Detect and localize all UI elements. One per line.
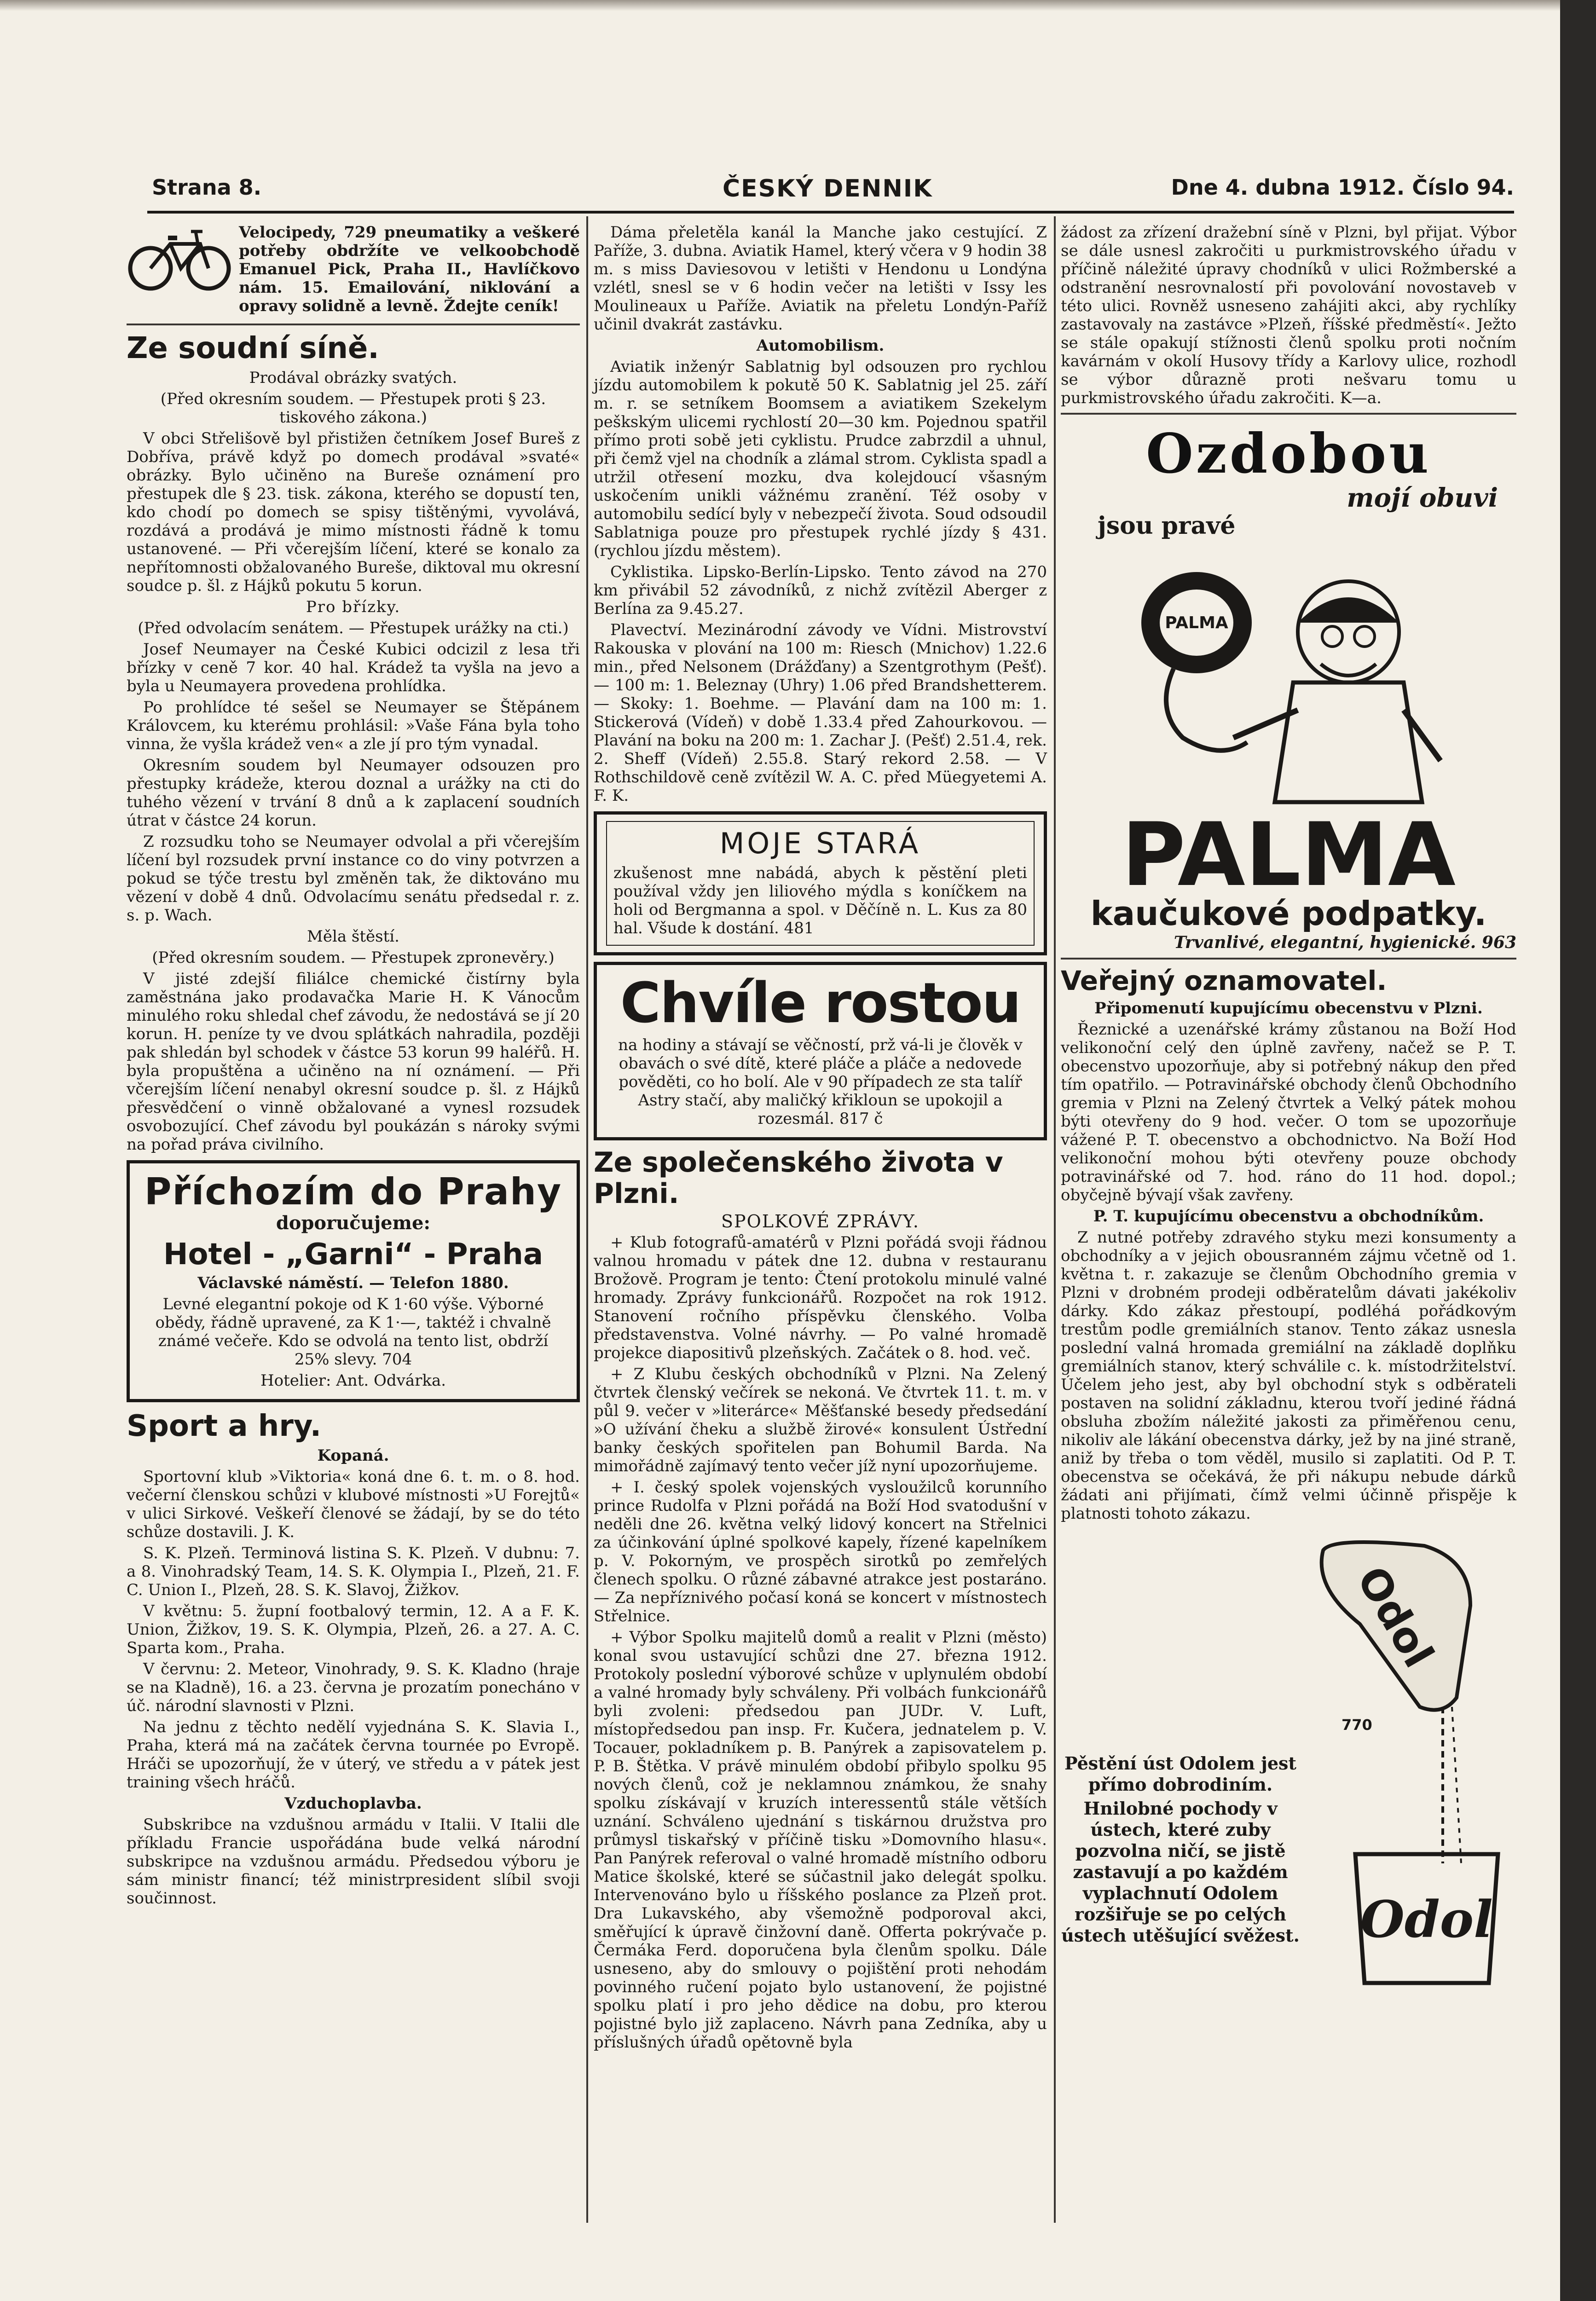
article-headline: Měla štěstí. [307,927,399,946]
hotel-owner: Hotelier: Ant. Odvárka. [260,1371,446,1390]
palma-ad-line: mojí obuvi [1347,483,1498,513]
article-body: Aviatik inženýr Sablatnig byl odsouzen pro rychlou jízdu automobilem k pokutě 50 K. Sablatnig jel 25. září m. r. se setníkem Boomsem a aviatikem Szekelym peškským ulicemi rychlostí 20—30 km. Pojednou spatřil přímo proti sobě jeti cyklistu. Prudce zabrzdil a uhnul, při čemž vjel na chodník a zlámal strom. Cyklista spadl a utržil otřesení mozku, dva kolejdoucí všasným uskočením unikli vážnému zranění. Též osoby v automobilu sedící byly v nebezpečí života. Soud odsoudil Sablatniga pouze pro přestupek rychlé jízdy § 431. (rychlou jízdu městem). [594,358,1047,560]
section-title-notices: Veřejný oznamovatel. [1061,965,1387,996]
section-title-society: Ze společenského života v Plzni. [594,1146,1003,1210]
article-subhead: (Před odvolacím senátem. — Přestupek urážky na cti.) [138,619,569,637]
odol-ad [1061,1532,1516,1992]
palma-ad-title: Ozdobou [1145,422,1431,486]
hotel-ad [127,1160,580,1402]
odol-bottle-illustration [1305,1532,1516,1992]
article-body: Cyklistika. Lipsko-Berlín-Lipsko. Tento závod na 270 km přivábil 52 závodníků, z nichž zvítězil Aberger z Berlína za 9.45.27. [594,563,1047,618]
notice-headline: Připomenutí kupujícímu obecenstvu v Plzni. [1094,999,1483,1018]
article-body: Z rozsudku toho se Neumayer odvolal a při včerejším líčení byl rozsudek první instance co do viny potvrzen a pokud se týče trestu byl změněn tak, že diktováno mu vězení v době 4 dnů. Odvolacímu senátu předsedal r. z. s. p. Wach. [127,833,580,925]
sport-body: V červnu: 2. Meteor, Vinohrady, 9. S. K. Kladno (hraje se na Kladně), 16. a 23. června je prozatím ponecháno v úč. národní slavnosti v Plzni. [127,1660,580,1715]
bicycle-icon [127,223,232,292]
hotel-address: Václavské náměstí. — Telefon 1880. [197,1274,509,1292]
article-subhead: (Před okresním soudem. — Přestupek zpronevěry.) [152,948,555,967]
sport-subhead: Kopaná. [317,1446,389,1465]
page-number: Strana 8. [152,175,262,200]
odol-ad-text [1061,1532,1300,1992]
page-header [152,175,1514,212]
palma-ad [1061,424,1516,952]
column-1 [127,223,580,1910]
notice-body: Řeznické a uzenářské krámy zůstanou na Boží Hod velikonoční celý den úplně zavřeny, načež se P. T. obecenstvo upozorňuje, aby si potřebný nákup den před tím opatřilo. — Potravinářské obchody členů Obchodního gremia v Plzni na Zelený čtvrtek a Velký pátek mohou býti otevřeny do 9 hod. večer. O tom se upozorňuje vážené P. T. obecenstvo a obchodnictvo. Na Boží Hod velikonoční mohou býti otevřeny pouze obchody potravinářské od 7. hod. ráno do 11 hod. dopol.; obyčejně bývají však zavřeny. [1061,1020,1516,1204]
odol-ad-line: Hnilobné pochody v ústech, které zuby pozvolna ničí, se jistě zastavují a po každém vyplachnutí Odolem rozšiřuje se po celých ústech utěšující svěžest. [1061,1798,1300,1946]
article-body: V jisté zdejší filiálce chemické čistírny byla zaměstnána jako prodavačka Marie H. K Vánocům minulého roku shledal chef závodu, že nedostává se jí 20 korun. H. peníze ty ve dvou splátkách nahradila, později pak shledán byl schodek v částce 53 korun 99 haléřů. H. byla propuštěna a učiněno na ní oznámení. — Při včerejším líčení nenabyl okresní soudce p. šl. z Hájků přesvědčení o vinně obžalované a vynesl rozsudek osvobozující. Chef závodu byl poukázán s nároky svými na pořad práva civilního. [127,970,580,1154]
divider [127,324,580,325]
astra-ad-title: Chvíle rostou [620,971,1021,1035]
article-body: žádost za zřízení dražební síně v Plzni, byl přijat. Výbor se dále usnesl zakročiti u purkmistrovského úřadu v příčině náležité úpravy chodníků v ulici Rožmberské a odstranění nesrovnalostí při povolování novostaveb v této ulici. Rovněž usneseno zahájiti akci, aby rychlíky zastavovaly na zastávce »Plzeň, říšské předměstí«. Ježto se stále opakují stížnosti členů spolku proti nočním kavárnám v okolí Husovy třídy a Karlovy ulice, rozhodl se výbor důrazně proti nešvaru tomu u purkmistrovského úřadu zakročiti. K—a. [1061,223,1516,407]
society-body: + I. český spolek vojenských vysloužilců korunního prince Rudolfa v Plzni pořádá na Boží Hod svatodušní v neděli dne 26. května velký lidový koncert na Střelnici za účinkování úplné spolkové kapely, řízené kapelníkem p. V. Pokorným, ve prospěch sirotků po zemřelých členech spolku. O různé zábavné atrakce jest postaráno. — Za nepříznivého počasí koná se koncert v místnostech Střelnice. [594,1478,1047,1625]
sport-body: Sportovní klub »Viktoria« koná dne 6. t. m. o 8. hod. večerní členskou schůzi v klubové místnosti »U Forejtů« v ulici Sirkové. Veškeří členové se žádají, by se do této schůze dostavili. J. K. [127,1468,580,1541]
column-divider [586,216,588,2223]
soap-ad-title: MOJE STARÁ [719,827,921,860]
notice-body: Z nutné potřeby zdravého styku mezi konsumenty a obchodníky a v jejich obousranném zájmu včetně od 1. května t. r. zakazuje se členům Obchodního gremia v Plzni v drobném prodeji odběratelům dávati jakékoliv dárky. Kdo zákaz přestoupí, podléhá pořádkovým trestům podle gremiálních stanov. Tento zákaz usnesla poslední valná hromada gremiální na základě doplňku gremiálních stanov, který schválile c. k. místodržitelství. Účelem jeho jest, aby byl obchodní styk s odběrateli postaven na solidní základnu, kterou tvoří jediné řádná obsluha zbožím náležité jakosti za přiměřenou cenu, nikoliv ale lákání obecenstva dárky, jež by na jiné straně, aniž by třeba o tom věděl, musilo si zaplatiti. Od P. T. obecenstva se očekává, že při nákupu nebude dárků žádati ani přijímati, čímž velmi účinně přispěje k platnosti tohoto zákazu. [1061,1228,1516,1523]
society-body: + Klub fotografů-amatérů v Plzni pořádá svoji řádnou valnou hromadu v pátek dne 12. dubna v restauranu Brožově. Program je tento: Čtení protokolu minulé valné hromady. Zprávy funkcionářů. Rozpočet na rok 1912. Stanovení ročního příspěvku členského. Volba představenstva. Volné návrhy. — Po valné hromadě projekce diapositivů plzeňských. Začátek o 8. hod. več. [594,1233,1047,1362]
divider [1061,958,1516,960]
sport-body: Subskribce na vzdušnou armádu v Italii. V Italii dle příkladu Francie uspořádána bude velká národní subskripce na vzdušnou armádu. Předsedou výboru je sám ministr financí; též ministrpresident slíbil svoji součinnost. [127,1815,580,1908]
palma-brand: PALMA [1121,804,1456,894]
astra-ad-body: na hodiny a stávají se věčností, prž vá-li je člověk v obavách o své dítě, které pláče a pláče a nedovede pověděti, co ho bolí. Ale v 90 případech ze sta talíř Astry stačí, aby maličký křikloun se upokojil a rozesmál. 817 č [618,1036,1023,1128]
divider [1061,413,1516,415]
sport-body: V květnu: 5. župní footbalový termin, 12. A a F. K. Union, Žižkov, 19. S. K. Olympia, Plzeň, 26. a 27. A. C. Sparta kom., Praha. [127,1602,580,1657]
article-body: Dáma přeletěla kanál la Manche jako cestující. Z Paříže, 3. dubna. Aviatik Hamel, který včera v 9 hodin 38 m. s miss Daviesovou v letišti v Hendonu u Londýna vzlétl, snesl se v 6 hodin večer na letišti v Issy les Moulineaux u Paříže. Aviatik na přeletu Londýn-Paříž učinil dvakrát zastávku. [594,223,1047,334]
odol-ad-number: 770 [1342,1716,1372,1734]
soap-ad-body: zkušenost mne nabádá, abych k pěstění pleti používal vždy jen liliového mýdla s koníčkem na holi od Bergmanna a spol. v Děčíně n. L. Kus za 80 hal. Všude k dostání. 481 [613,864,1027,937]
article-body: Plavectví. Mezinárodní závody ve Vídni. Mistrovství Rakouska v plování na 100 m: Riesch (Mnichov) 1.22.6 min., před Nelsonem (Drážďany) a Szentgrothym (Pešť). — 100 m: 1. Beleznay (Uhry) 1.06 před Brandshetterem. — Skoky: 1. Boehme. — Plavání dam na 100 m: 1. Stickerová (Vídeň) v době 1.33.4 před Zahourkovou. — Plavání na boku na 200 m: 1. Zachar J. (Pešť) 2.51.4, rek. 2. Sheff (Vídeň) 2.55.8. Starý rekord 2.58. — V Rothschildově ceně zvítězil W. A. C. před Müegyetemi A. F. K. [594,621,1047,805]
article-headline: Prodával obrázky svatých. [249,369,457,387]
column-divider [1054,216,1056,2223]
palma-illustration [1081,544,1496,894]
odol-bottle-label: Odol [1347,1558,1443,1676]
heel-label: PALMA [1165,613,1228,632]
hotel-ad-title: Příchozím do Prahy [144,1170,562,1213]
palma-ad-slogan: kaučukové podpatky. [1090,894,1487,933]
masthead-title: ČESKÝ DENNIK [723,175,933,202]
soap-ad [594,811,1047,955]
sport-body: S. K. Plzeň. Terminová listina S. K. Plzeň. V dubnu: 7. a 8. Vinohradský Team, 14. S. K. Olympia I., Plzeň, 21. F. C. Union I., Plzeň, 28. S. K. Slavoj, Žižkov. [127,1544,580,1599]
bicycle-ad [127,223,580,318]
sport-subhead: Vzduchoplavba. [284,1794,422,1813]
society-subhead: SPOLKOVÉ ZPRÁVY. [721,1211,919,1231]
bicycle-ad-text: Velocipedy, 729 pneumatiky a veškeré potřeby obdržíte ve velkoobchodě Emanuel Pick, Praha II., Havlíčkovo nám. 15. Emailování, niklování a opravy solidně a levně. Ždejte ceník! [239,223,580,315]
hotel-ad-sub: doporučujeme: [276,1212,431,1234]
palma-ad-line: jsou pravé [1098,512,1236,540]
article-subhead: (Před okresním soudem. — Přestupek proti § 23. tiskového zákona.) [160,390,546,427]
notice-headline: P. T. kupujícímu obecenstvu a obchodníkům. [1093,1207,1484,1226]
article-body: Okresním soudem byl Neumayer odsouzen pro přestupky krádeže, kterou doznal a urážky na cti do tuhého vězení v trvání 8 dnů a k zaplacení soudních útrat v částce 24 korun. [127,756,580,830]
hotel-ad-body: Levné elegantní pokoje od K 1·60 výše. Výborné obědy, řádně upravené, za K 1·—, taktéž i chvalně známé večeře. Kdo se odvolá na tento list, obdrží 25% slevy. 704 [155,1295,551,1369]
society-body: + Z Klubu českých obchodníků v Plzni. Na Zelený čtvrtek členský večírek se nekoná. Ve čtvrtek 11. t. m. v půl 9. večer v »literárce« Měšťanské besedy předsedání »O užívání čheku a službě žirové« konsulent Ústřední banky českých spořitelen pan Bohumil Barda. Na mimořádně zajímavý tento večer jíž nyní upozorňujeme. [594,1365,1047,1475]
palma-ad-tagline: Trvanlivé, elegantní, hygienické. 963 [1174,933,1516,952]
sport-body: Na jednu z těchto nedělí vyjednána S. K. Slavia I., Praha, která má na začátek června tournée po Evropě. Hráči se upozorňují, že v úterý, ve středu a v pátek jest training všech hráčů. [127,1718,580,1792]
hotel-name: Hotel - „Garni“ - Praha [163,1237,544,1272]
article-headline: Pro břízky. [306,598,401,616]
article-body: Po prohlídce té sešel se Neumayer se Štěpánem Královcem, ku kterému prohlásil: »Vaše Fána byla toho vinna, že vyšla krádež ven« a zle jí pro tým vynadal. [127,698,580,753]
header-rule [147,211,1514,214]
article-subhead: Automobilism. [756,336,885,355]
column-2 [594,223,1047,2054]
article-body: Josef Neumayer na České Kubici odcizil z lesa tři břízky v ceně 7 kor. 40 hal. Krádež ta vyšla na jevo a byla u Neumayera provedena prohlídka. [127,640,580,695]
section-title-sport: Sport a hry. [127,1409,322,1443]
odol-glass-label: Odol [1360,1890,1493,1949]
issue-date: Dne 4. dubna 1912. Číslo 94. [1171,175,1514,200]
society-body: + Výbor Spolku majitelů domů a realit v Plzni (město) konal svou ustavující schůzi dne 27. března 1912. Protokoly poslední výborové schůze v uplynulém období a valné hromady byly schváleny. Při volbách funkcionářů byli zvoleni: předsedou pan JUDr. V. Luft, místopředsedou pan insp. Fr. Kučera, jednatelem p. V. Tocauer, pokladníkem p. B. Panýrek a zapisovatelem p. P. B. Štětka. V právě minulém období přibylo spolku 95 nových členů, což je neklamnou známkou, že snahy spolku získávají v kruzích interessentů stále větších uznání. Schváleno ujednání s tiskárnou družstva pro průmysl tiskařský v příčině tisku »Domovního hlasu«. Pan Panýrek referoval o valné hromadě místního odboru Matice školské, které se súčastnil jako delegát spolku. Intervenováno bylo u říšského poslance za Plzeň prot. Dra Lukavského, aby všemožně podporoval akci, směřující k úpravě činžovní daně. Offerta pokrývače p. Čermáka Ferd. doporučena byla členům spolku. Dále usneseno, aby do smlouvy o pojištění proti nehodám povinného ručení pojato bylo ustanovení, že pojistné spolku platí i pro jeho dědice na dobu, pro kterou pojistné bylo již zaplaceno. Návrh pana Zedníka, aby u příslušných úřadů opětovně byla [594,1628,1047,2052]
odol-ad-line: Pěstění úst Odolem jest přímo dobrodiním. [1064,1753,1296,1795]
article-body: V obci Střelišově byl přistižen četníkem Josef Bureš z Dobříva, právě když po domech prodával »svaté« obrázky. Bylo učiněno na Bureše oznámení pro přestupek dle § 23. tisk. zákona, kterého se dopustí ten, kdo chodí po domech se spisy tištěnými, vyvolává, rozdává a prodává je mimo místnosti řádně k tomu ustanovené. — Při včerejším líčení, které se konalo za nepřítomnosti obžalovaného Bureše, diktoval mu okresní soudce p. šl. z Hájků pokutu 5 korun. [127,429,580,595]
scan-edge-top [0,0,1596,11]
column-3 [1061,223,1516,1992]
section-title-court: Ze soudní síně. [127,331,379,365]
astra-ad [594,962,1047,1140]
scan-edge-right [1560,0,1596,2301]
